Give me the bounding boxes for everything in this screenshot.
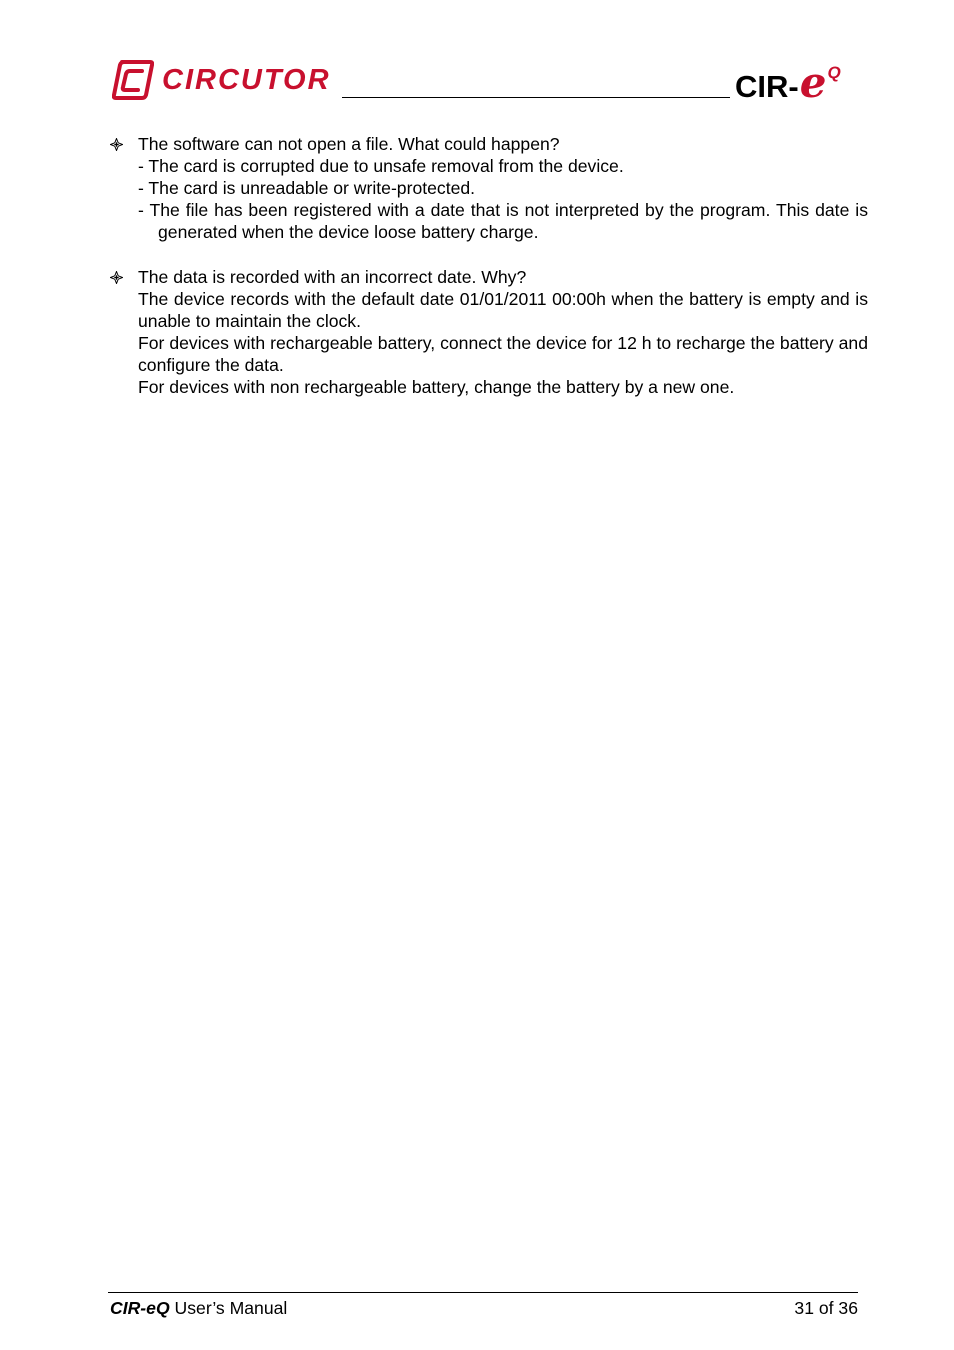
footer-manual-label: User’s Manual [169, 1298, 288, 1318]
product-title-prefix: CIR- [735, 69, 799, 104]
list-item: - The file has been registered with a date that is not interpreted by the program. This date is generated when the device loose battery charge. [138, 200, 868, 242]
faq-question-row [110, 133, 868, 155]
logo-wordmark: CIRCUTOR [162, 63, 331, 96]
product-title-q: Q [827, 63, 841, 82]
footer-product-name: CIR-eQ [110, 1298, 170, 1318]
header-rule [342, 97, 730, 98]
faq-answer-paragraph: For devices with non rechargeable battery, change the battery by a new one. [138, 377, 735, 397]
faq-item [110, 266, 868, 398]
faq-question: The software can not open a file. What could happen? [138, 134, 560, 154]
faq-question: The data is recorded with an incorrect date. Why? [138, 267, 527, 287]
page-number: 31 of 36 [794, 1298, 858, 1318]
faq-question-row [110, 266, 868, 288]
product-title [735, 58, 841, 108]
list-item: - The card is unreadable or write-protected. [138, 178, 476, 198]
four-point-diamond-icon [110, 133, 124, 155]
product-title-e: e [799, 58, 827, 108]
faq-answer-paragraph: The device records with the default date 01/01/2011 00:00h when the battery is empty and is unable to maintain the clock. [138, 289, 868, 331]
circutor-logo [112, 58, 331, 102]
footer-rule [108, 1292, 858, 1293]
faq-answer-paragraph: For devices with rechargeable battery, connect the device for 12 h to recharge the battery and configure the data. [138, 333, 868, 375]
list-item: - The card is corrupted due to unsafe removal from the device. [138, 156, 624, 176]
circutor-logo-icon [112, 60, 154, 100]
faq-item [110, 133, 868, 243]
four-point-diamond-icon [110, 266, 124, 288]
footer-manual-title [110, 1297, 287, 1319]
